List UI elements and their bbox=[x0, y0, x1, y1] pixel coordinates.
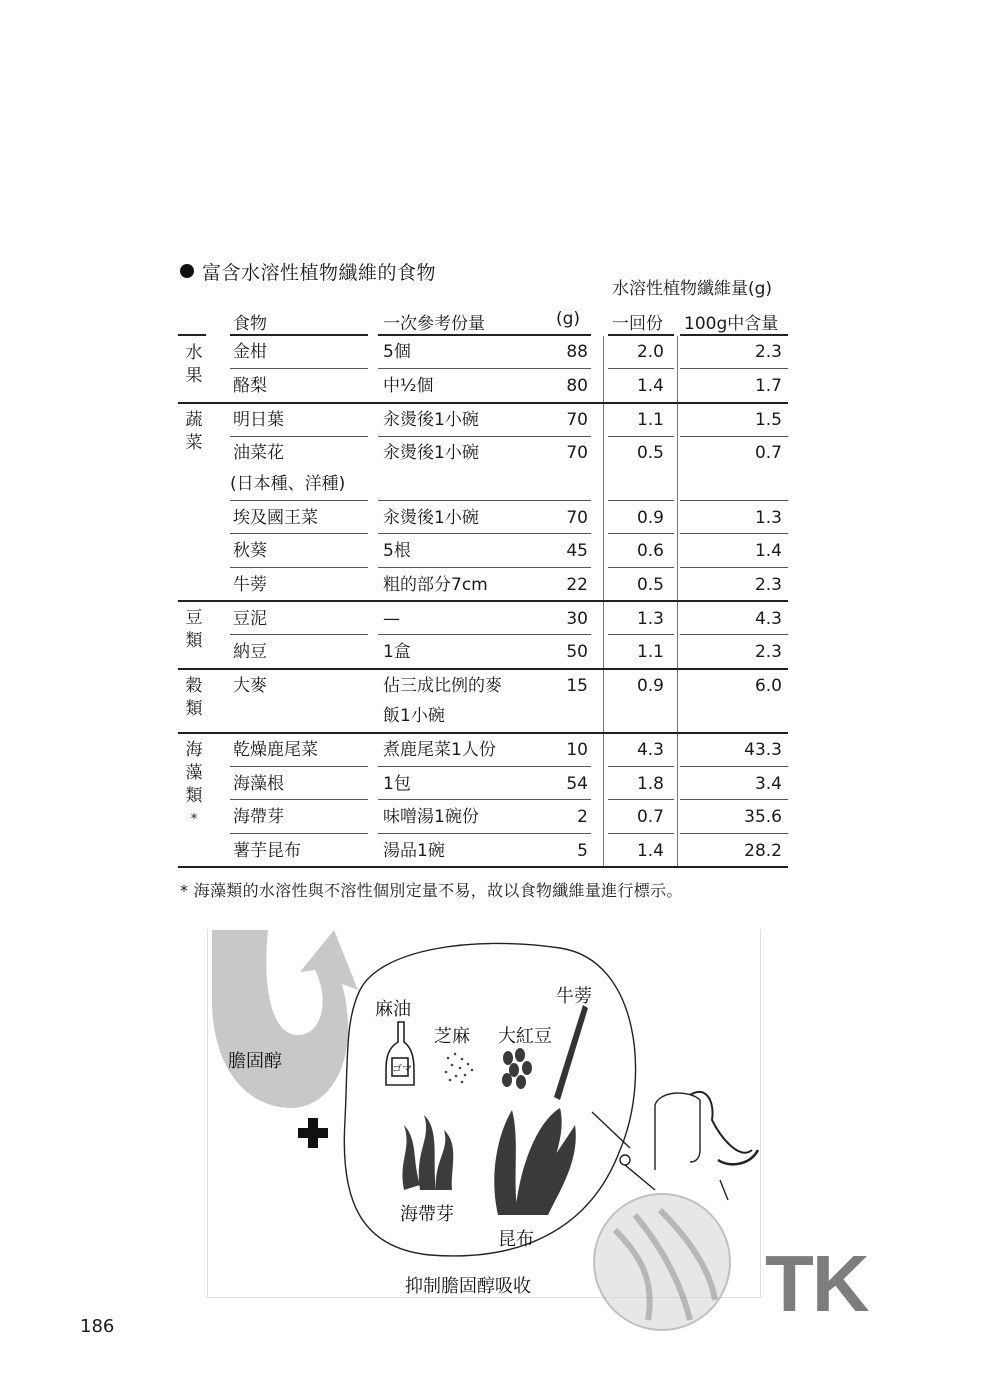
kombu-label: 昆布 bbox=[498, 1229, 534, 1250]
food-name: 海藻根 bbox=[233, 774, 284, 794]
fiber-per-100g: 0.7 bbox=[754, 443, 782, 463]
footnote: * 海藻類的水溶性與不溶性個別定量不易，故以食物纖維量進行標示。 bbox=[180, 881, 683, 900]
fiber-per-100g: 6.0 bbox=[754, 676, 782, 696]
food-name: 牛蒡 bbox=[233, 575, 267, 595]
food-name: 納豆 bbox=[233, 642, 267, 662]
fiber-per-serving: 2.0 bbox=[636, 342, 664, 362]
portion: 中½個 bbox=[383, 376, 434, 396]
sesame-seeds-icon bbox=[445, 1053, 474, 1084]
food-name-subtitle: (日本種、洋種) bbox=[230, 474, 346, 494]
header-per-100g: 100g中含量 bbox=[684, 314, 779, 334]
portion-continued: 飯1小碗 bbox=[383, 706, 445, 726]
watermark-seal-icon bbox=[594, 1194, 730, 1330]
fiber-per-100g: 2.3 bbox=[754, 575, 782, 595]
plus-icon bbox=[298, 1118, 328, 1148]
fiber-per-serving: 0.9 bbox=[636, 676, 664, 696]
sesame-oil-label: 麻油 bbox=[375, 999, 411, 1020]
fiber-per-100g: 28.2 bbox=[744, 841, 782, 861]
cholesterol-arrow-icon bbox=[212, 930, 358, 1108]
fiber-per-100g: 43.3 bbox=[744, 740, 782, 760]
grams: 30 bbox=[566, 609, 588, 629]
food-name: 酪梨 bbox=[233, 376, 267, 396]
wakame-icon bbox=[402, 1115, 453, 1190]
fiber-per-serving: 1.4 bbox=[636, 376, 664, 396]
food-name: 金柑 bbox=[233, 342, 267, 362]
food-name: 埃及國王菜 bbox=[233, 508, 318, 528]
oil-bottle-label: ゴマ bbox=[392, 1064, 412, 1075]
fiber-per-serving: 0.7 bbox=[636, 807, 664, 827]
wakame-label: 海帶芽 bbox=[400, 1204, 454, 1225]
grams: 70 bbox=[566, 443, 588, 463]
header-per-serving: 一回份 bbox=[612, 314, 663, 334]
portion: 1盒 bbox=[383, 642, 411, 662]
category-grains: 穀 類 bbox=[185, 676, 203, 719]
burdock-root-icon bbox=[554, 1005, 588, 1100]
fiber-per-100g: 1.7 bbox=[754, 376, 782, 396]
fiber-per-serving: 1.1 bbox=[636, 410, 664, 430]
fiber-per-serving: 1.8 bbox=[636, 774, 664, 794]
category-vegetables: 蔬 菜 bbox=[185, 410, 203, 453]
fiber-per-serving: 0.9 bbox=[636, 508, 664, 528]
category-fruit: 水 果 bbox=[185, 343, 203, 386]
grams: 88 bbox=[566, 342, 588, 362]
food-name: 油菜花 bbox=[233, 443, 284, 463]
food-name: 大麥 bbox=[233, 676, 267, 696]
watermark-text: TK bbox=[765, 1239, 868, 1328]
food-name: 海帶芽 bbox=[233, 807, 284, 827]
grams: 15 bbox=[566, 676, 588, 696]
fiber-per-100g: 1.5 bbox=[754, 410, 782, 430]
fiber-per-100g: 3.4 bbox=[754, 774, 782, 794]
portion: 煮鹿尾菜1人份 bbox=[383, 740, 496, 760]
portion: 味噌湯1碗份 bbox=[383, 807, 479, 827]
pointer-stick bbox=[592, 1112, 630, 1148]
table-title-text: 富含水溶性植物纖維的食物 bbox=[202, 262, 437, 284]
character-illustration bbox=[620, 1092, 758, 1200]
sesame-label: 芝麻 bbox=[434, 1026, 470, 1047]
kombu-icon bbox=[494, 1108, 576, 1215]
food-name: 薯芋昆布 bbox=[233, 841, 301, 861]
header-grams: (g) bbox=[556, 309, 581, 329]
fiber-per-100g: 35.6 bbox=[744, 807, 782, 827]
portion: — bbox=[383, 609, 400, 629]
grams: 80 bbox=[566, 376, 588, 396]
fiber-per-serving: 1.4 bbox=[636, 841, 664, 861]
portion: 湯品1碗 bbox=[383, 841, 445, 861]
category-seaweed: 海 藻 類 * bbox=[185, 740, 203, 827]
grams: 5 bbox=[577, 841, 588, 861]
portion: 1包 bbox=[383, 774, 411, 794]
food-name: 豆泥 bbox=[233, 609, 267, 629]
portion: 粗的部分7cm bbox=[383, 575, 488, 595]
portion: 汆燙後1小碗 bbox=[383, 443, 479, 463]
red-bean-label: 大紅豆 bbox=[498, 1026, 552, 1047]
portion: 汆燙後1小碗 bbox=[383, 410, 479, 430]
fiber-per-100g: 1.4 bbox=[754, 541, 782, 561]
portion: 佔三成比例的麥 bbox=[383, 676, 502, 696]
food-name: 明日葉 bbox=[233, 410, 284, 430]
header-food: 食物 bbox=[233, 314, 267, 334]
portion: 汆燙後1小碗 bbox=[383, 508, 479, 528]
food-name: 乾燥鹿尾菜 bbox=[233, 740, 318, 760]
fiber-per-serving: 0.6 bbox=[636, 541, 664, 561]
grams: 2 bbox=[577, 807, 588, 827]
unit-note: 水溶性植物纖維量(g) bbox=[612, 279, 773, 299]
illustration-caption: 抑制膽固醇吸收 bbox=[405, 1276, 531, 1297]
grams: 22 bbox=[566, 575, 588, 595]
food-name: 秋葵 bbox=[233, 541, 267, 561]
fiber-per-100g: 2.3 bbox=[754, 642, 782, 662]
grams: 70 bbox=[566, 508, 588, 528]
red-beans-icon bbox=[502, 1048, 532, 1089]
fiber-per-serving: 0.5 bbox=[636, 443, 664, 463]
page-number: 186 bbox=[80, 1316, 115, 1337]
grams: 70 bbox=[566, 410, 588, 430]
grams: 54 bbox=[566, 774, 588, 794]
fiber-per-serving: 4.3 bbox=[636, 740, 664, 760]
grams: 50 bbox=[566, 642, 588, 662]
header-portion: 一次參考份量 bbox=[383, 314, 485, 334]
category-beans: 豆 類 bbox=[185, 608, 203, 651]
fiber-per-serving: 1.1 bbox=[636, 642, 664, 662]
grams: 10 bbox=[566, 740, 588, 760]
portion: 5個 bbox=[383, 342, 411, 362]
fiber-per-100g: 4.3 bbox=[754, 609, 782, 629]
portion: 5根 bbox=[383, 541, 411, 561]
fiber-per-serving: 1.3 bbox=[636, 609, 664, 629]
grams: 45 bbox=[566, 541, 588, 561]
arrow-label: 膽固醇 bbox=[228, 1051, 282, 1072]
fiber-per-100g: 1.3 bbox=[754, 508, 782, 528]
burdock-label: 牛蒡 bbox=[556, 986, 592, 1007]
fiber-per-100g: 2.3 bbox=[754, 342, 782, 362]
fiber-per-serving: 0.5 bbox=[636, 575, 664, 595]
sesame-oil-bottle-icon bbox=[386, 1022, 414, 1085]
